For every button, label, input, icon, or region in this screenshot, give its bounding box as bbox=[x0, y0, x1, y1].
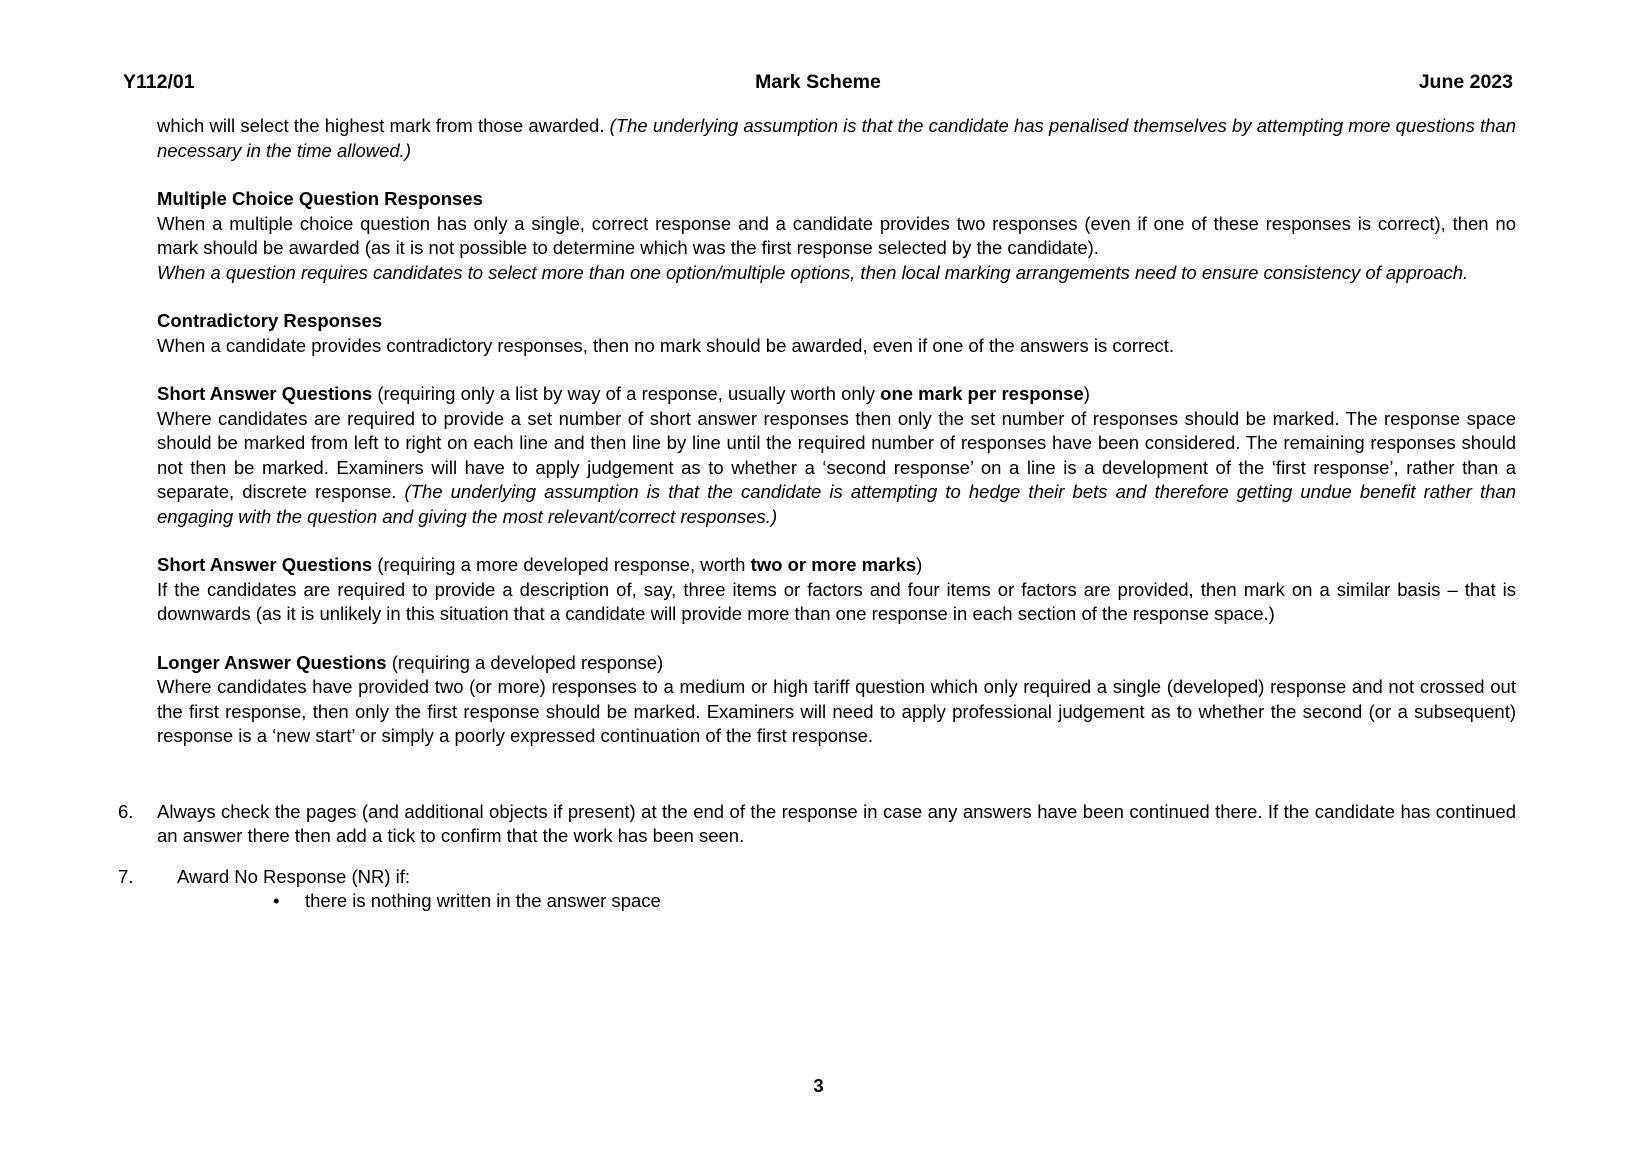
text-run: which will select the highest mark from those awarded. bbox=[157, 115, 610, 136]
section-paragraph bbox=[157, 212, 1516, 261]
text-run: When a multiple choice question has only a single, correct response and a candidate provides two responses (even if one of these responses is correct), then no mark should be awarded (as it is not possible to determine which was the first response selected by the candidate). bbox=[157, 212, 1516, 258]
text-run: (requiring a more developed response, worth bbox=[372, 554, 751, 575]
text-run: When a candidate provides contradictory responses, then no mark should be awarded, even if one of the answers is correct. bbox=[157, 334, 1175, 356]
text-run: Where candidates have provided two (or more) responses to a medium or high tariff question which only required a single (developed) response and not crossed out the first response, then only the first response should be marked. Examiners will need to apply professional judgement as to whether the second (or a subsequent) response is a ‘new start’ or simply a poorly expressed continuation of the first response. bbox=[157, 676, 1516, 746]
section-heading bbox=[157, 187, 1516, 212]
text-run: Where candidates are required to provide a set number of short answer responses then only the set number of responses should be marked. The response space should be marked from left to right on each line and then line by line until the required number of responses have been considered. The remaining responses should not then be marked. Examiners will have to apply judgement as to whether a ‘second response’ on a line is a development of the ‘first response’, rather than a separate, discrete response. bbox=[157, 407, 1516, 502]
section-paragraph bbox=[157, 261, 1516, 286]
numbered-list bbox=[118, 800, 1516, 914]
text-run: If the candidates are required to provide a description of, say, three items or factors and four items or factors are provided, then mark on a similar basis – that is downwards (as it is unlikely in this situation that a candidate will provide more than one response in each section of the response space.) bbox=[157, 578, 1516, 624]
section-paragraph bbox=[157, 578, 1516, 627]
page-header bbox=[123, 70, 1513, 94]
item-text: Always check the pages (and additional objects if present) at the end of the response in case any answers have been continued there. If the candidate has continued an answer there then add a tick to confirm that the work has been seen. bbox=[157, 800, 1516, 846]
intro-paragraph bbox=[157, 114, 1516, 163]
text-run: When a question requires candidates to select more than one option/multiple options, then local marking arrangements need to ensure consistency of approach. bbox=[157, 261, 1469, 283]
bullet-text: there is nothing written in the answer space bbox=[305, 890, 661, 911]
item-number: 7. bbox=[118, 865, 134, 887]
text-run: two or more marks bbox=[750, 554, 917, 575]
section-paragraph bbox=[157, 334, 1516, 359]
text-run: Multiple Choice Question Responses bbox=[157, 188, 483, 209]
sections-container bbox=[157, 187, 1516, 749]
text-run: (requiring only a list by way of a response, usually worth only bbox=[372, 383, 881, 404]
header-date: June 2023 bbox=[1418, 71, 1513, 93]
section bbox=[157, 382, 1516, 529]
section-heading bbox=[157, 309, 1516, 334]
section-paragraph bbox=[157, 407, 1516, 530]
section bbox=[157, 651, 1516, 749]
item-number: 6. bbox=[118, 800, 134, 822]
text-run: Short Answer Questions bbox=[157, 554, 373, 575]
text-run: (The underlying assumption is that the candidate is attempting to hedge their bets and therefore getting undue benefit rather than engaging with the question and giving the most relevant/correct responses.) bbox=[157, 481, 1517, 527]
text-run: ) bbox=[916, 554, 923, 575]
text-run: one mark per response bbox=[880, 383, 1084, 404]
item-text: Award No Response (NR) if: bbox=[177, 865, 411, 887]
text-run: Contradictory Responses bbox=[157, 310, 383, 331]
header-title: Mark Scheme bbox=[755, 71, 881, 93]
numbered-item bbox=[118, 800, 1516, 849]
text-run: (The underlying assumption is that the candidate has penalised themselves by attempting more questions than necessary in the time allowed.) bbox=[157, 115, 1516, 161]
numbered-item bbox=[118, 865, 1516, 914]
section bbox=[157, 187, 1516, 285]
bullet-icon: • bbox=[273, 890, 280, 911]
section bbox=[157, 553, 1516, 627]
text-run: Short Answer Questions bbox=[157, 383, 373, 404]
text-run: (requiring a developed response) bbox=[386, 651, 664, 673]
section-heading bbox=[157, 651, 1516, 676]
section-paragraph bbox=[157, 675, 1516, 749]
bullet-item bbox=[157, 889, 1516, 914]
header-paper-code: Y112/01 bbox=[123, 71, 195, 93]
section-heading bbox=[157, 553, 1516, 578]
text-run: ) bbox=[1083, 383, 1090, 404]
page-footer bbox=[0, 1074, 1637, 1099]
text-run: Longer Answer Questions bbox=[157, 651, 387, 673]
section bbox=[157, 309, 1516, 358]
section-heading bbox=[157, 382, 1516, 407]
page-number: 3 bbox=[813, 1075, 824, 1096]
document-body bbox=[118, 114, 1517, 914]
